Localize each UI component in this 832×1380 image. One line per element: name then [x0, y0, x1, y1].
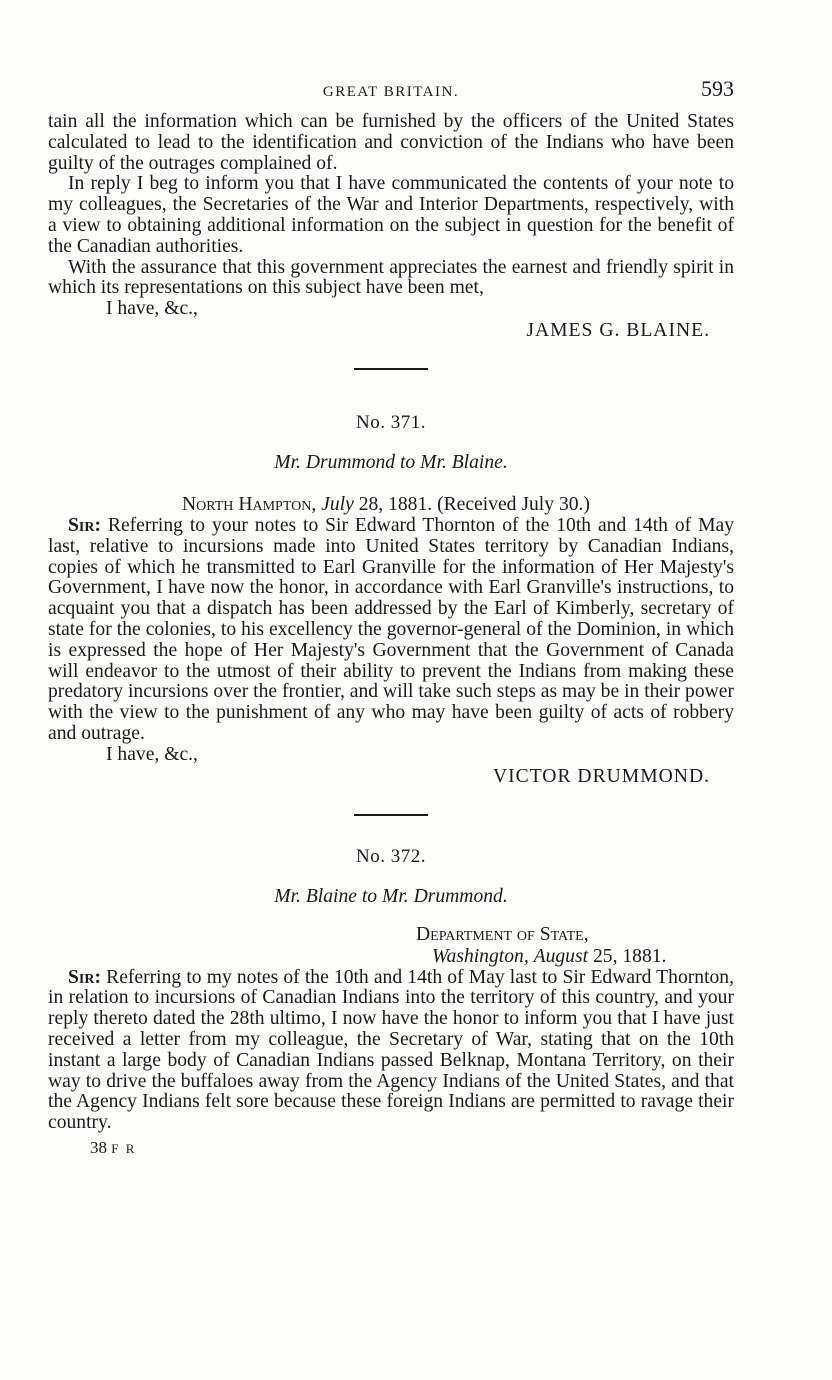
closing-line: I have, &c.,: [106, 298, 198, 320]
dateline-place: Washington,: [432, 945, 529, 967]
signature-letters: F R: [111, 1140, 137, 1156]
running-head: GREAT BRITAIN.: [322, 84, 460, 100]
document-number: No. 372.: [356, 845, 426, 867]
salutation: Sir:: [68, 514, 101, 536]
closing-line: I have, &c.,: [106, 743, 198, 765]
dateline-date: 25, 1881.: [592, 945, 667, 967]
dateline-date: 28, 1881. (Received July 30.): [358, 493, 590, 515]
dateline-month: August: [533, 945, 589, 967]
document-page: [48, 76, 734, 1158]
signature-number: 38: [90, 1137, 107, 1157]
printer-signature-mark: [48, 1138, 734, 1158]
paragraph-reply: In reply I beg to inform you that I have communicated the contents of your note to my colleagues, the Secretaries of the War and Interior Departments, respectively, with a view to obtaining additional information on the subject in question for the benefit of the Canadian authorities.: [48, 173, 734, 257]
letter-body-text: Referring to your notes to Sir Edward Thornton of the 10th and 14th of May last, relative to incursions made into United States territory by Canadian Indians, copies of which he transmitted to Earl Granville for the information of Her Majesty's Government, I have now the honor, in accordance with Earl Granville's instructions, to acquaint you that a dispatch has been addressed by the Earl of Kimberly, secretary of state for the colonies, to his excellency the governor-general of the Dominion, in which is expressed the hope of Her Majesty's Government that the Government of Canada will endeavor to the utmost of their ability to prevent the Indians from making these predatory incursions over the frontier, and will take such steps as may be in their power with the view to the punishment of any who may have been guilty of acts of robbery and outrage.: [48, 514, 734, 744]
signature-drummond: VICTOR DRUMMOND.: [492, 765, 710, 787]
page-number: 593: [701, 76, 734, 101]
paragraph-continuation: tain all the information which can be furnished by the officers of the United States calculated to lead to the identification and conviction of the Indians who have been guilty of the outrages complained of.: [48, 111, 734, 174]
document-title: Mr. Blaine to Mr. Drummond.: [274, 885, 508, 907]
paragraph-assurance: With the assurance that this government appreciates the earnest and friendly spirit in which its representations on this subject have been met,: [48, 256, 734, 299]
department-name: Department of State,: [416, 923, 589, 945]
dateline: [48, 494, 734, 516]
page-header: [48, 76, 734, 112]
document-title: Mr. Drummond to Mr. Blaine.: [274, 451, 508, 473]
letter-body-text: Referring to my notes of the 10th and 14th of May last to Sir Edward Thornton, in relation to incursions of Canadian Indians into the territory of this country, and your reply thereto dated the 28th ultimo, I now have the honor to inform you that I have just received a letter from my colleague, the Secretary of War, stating that on the 10th instant a large body of Canadian Indians passed Belknap, Montana Territory, on their way to drive the buffaloes away from the Agency Indians of the United States, and that the Agency Indians felt sore because these foreign Indians are permitted to ravage their country.: [48, 966, 734, 1134]
signature-blaine: JAMES G. BLAINE.: [526, 319, 710, 341]
dateline-place: North Hampton,: [182, 493, 317, 515]
department-line: [48, 924, 734, 946]
dateline-month: July: [321, 493, 354, 515]
document-number: No. 371.: [356, 411, 426, 433]
salutation: Sir:: [68, 966, 101, 988]
letter-body: [48, 516, 734, 745]
letter-body: [48, 968, 734, 1134]
dateline: [48, 946, 734, 968]
